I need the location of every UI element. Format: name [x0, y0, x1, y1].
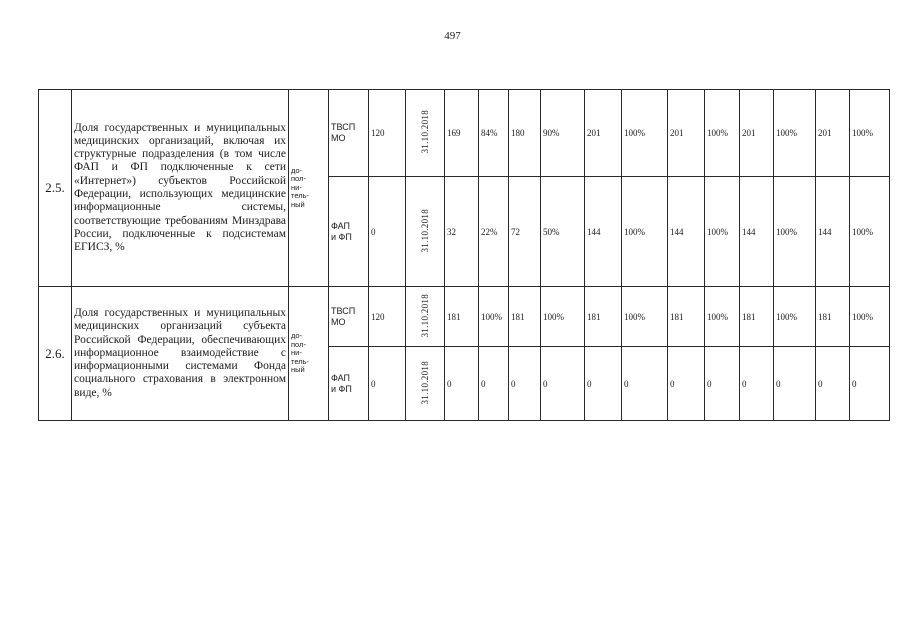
indicator-description: Доля государственных и муниципальных медицинских организаций, включая их структурные подразделения (в том числе ФАП и ФП подключенные к сети «Интернет») субъектов Российской Федерации, использующих медицинские информационные системы, соответствующие требованиям Минздрава России, подключенные к подсистемам ЕГИСЗ, % — [72, 90, 289, 287]
base-value: 120 — [369, 287, 406, 347]
page-number: 497 — [444, 30, 461, 42]
org-type: ФАП и ФП — [329, 177, 369, 287]
value-cell: 0 — [541, 347, 585, 421]
value-cell: 144 — [816, 177, 850, 287]
value-cell: 100% — [850, 90, 890, 177]
value-cell: 181 — [816, 287, 850, 347]
value-cell: 181 — [445, 287, 479, 347]
table-row — [39, 287, 890, 347]
value-cell: 100% — [850, 287, 890, 347]
value-cell: 100% — [705, 287, 740, 347]
value-cell: 72 — [509, 177, 541, 287]
base-value: 120 — [369, 90, 406, 177]
value-cell: 0 — [816, 347, 850, 421]
value-cell: 100% — [622, 177, 668, 287]
value-cell: 100% — [774, 177, 816, 287]
value-cell: 100% — [705, 177, 740, 287]
base-date: 31.10.2018 — [420, 208, 430, 253]
org-type: ТВСП МО — [329, 287, 369, 347]
base-value: 0 — [369, 177, 406, 287]
indicator-table — [38, 89, 890, 421]
value-cell: 100% — [622, 90, 668, 177]
value-cell: 0 — [705, 347, 740, 421]
value-cell: 0 — [850, 347, 890, 421]
value-cell: 50% — [541, 177, 585, 287]
value-cell: 100% — [541, 287, 585, 347]
value-cell: 0 — [622, 347, 668, 421]
value-cell: 144 — [668, 177, 705, 287]
value-cell: 0 — [509, 347, 541, 421]
value-cell: 181 — [585, 287, 622, 347]
value-cell: 100% — [774, 90, 816, 177]
value-cell: 180 — [509, 90, 541, 177]
base-date-cell — [406, 287, 445, 347]
org-type: ФАП и ФП — [329, 347, 369, 421]
value-cell: 100% — [622, 287, 668, 347]
base-value: 0 — [369, 347, 406, 421]
value-cell: 0 — [445, 347, 479, 421]
value-cell: 100% — [774, 287, 816, 347]
value-cell: 181 — [740, 287, 774, 347]
value-cell: 181 — [509, 287, 541, 347]
value-cell: 0 — [479, 347, 509, 421]
value-cell: 84% — [479, 90, 509, 177]
value-cell: 32 — [445, 177, 479, 287]
value-cell: 0 — [668, 347, 705, 421]
base-date: 31.10.2018 — [420, 360, 430, 405]
base-date: 31.10.2018 — [420, 110, 430, 154]
value-cell: 144 — [740, 177, 774, 287]
value-cell: 181 — [668, 287, 705, 347]
value-cell: 0 — [740, 347, 774, 421]
value-cell: 144 — [585, 177, 622, 287]
base-date: 31.10.2018 — [420, 293, 430, 338]
value-cell: 201 — [740, 90, 774, 177]
table-row — [39, 90, 890, 177]
value-cell: 100% — [705, 90, 740, 177]
row-number: 2.5. — [39, 90, 72, 287]
base-date-cell — [406, 177, 445, 287]
base-date-cell — [406, 347, 445, 421]
value-cell: 90% — [541, 90, 585, 177]
value-cell: 169 — [445, 90, 479, 177]
value-cell: 100% — [479, 287, 509, 347]
indicator-type: до- пол- ни- тель- ный — [289, 90, 329, 287]
value-cell: 0 — [774, 347, 816, 421]
org-type: ТВСП МО — [329, 90, 369, 177]
indicator-type: до- пол- ни- тель- ный — [289, 287, 329, 421]
row-number: 2.6. — [39, 287, 72, 421]
value-cell: 0 — [585, 347, 622, 421]
base-date-cell — [406, 90, 445, 177]
value-cell: 100% — [850, 177, 890, 287]
value-cell: 201 — [585, 90, 622, 177]
value-cell: 201 — [816, 90, 850, 177]
indicator-description: Доля государственных и муниципальных медицинских организаций субъекта Российской Федерации, обеспечивающих информационное взаимодействие с информационными системами Фонда социального страхования в электронном виде, % — [72, 287, 289, 421]
value-cell: 201 — [668, 90, 705, 177]
value-cell: 22% — [479, 177, 509, 287]
